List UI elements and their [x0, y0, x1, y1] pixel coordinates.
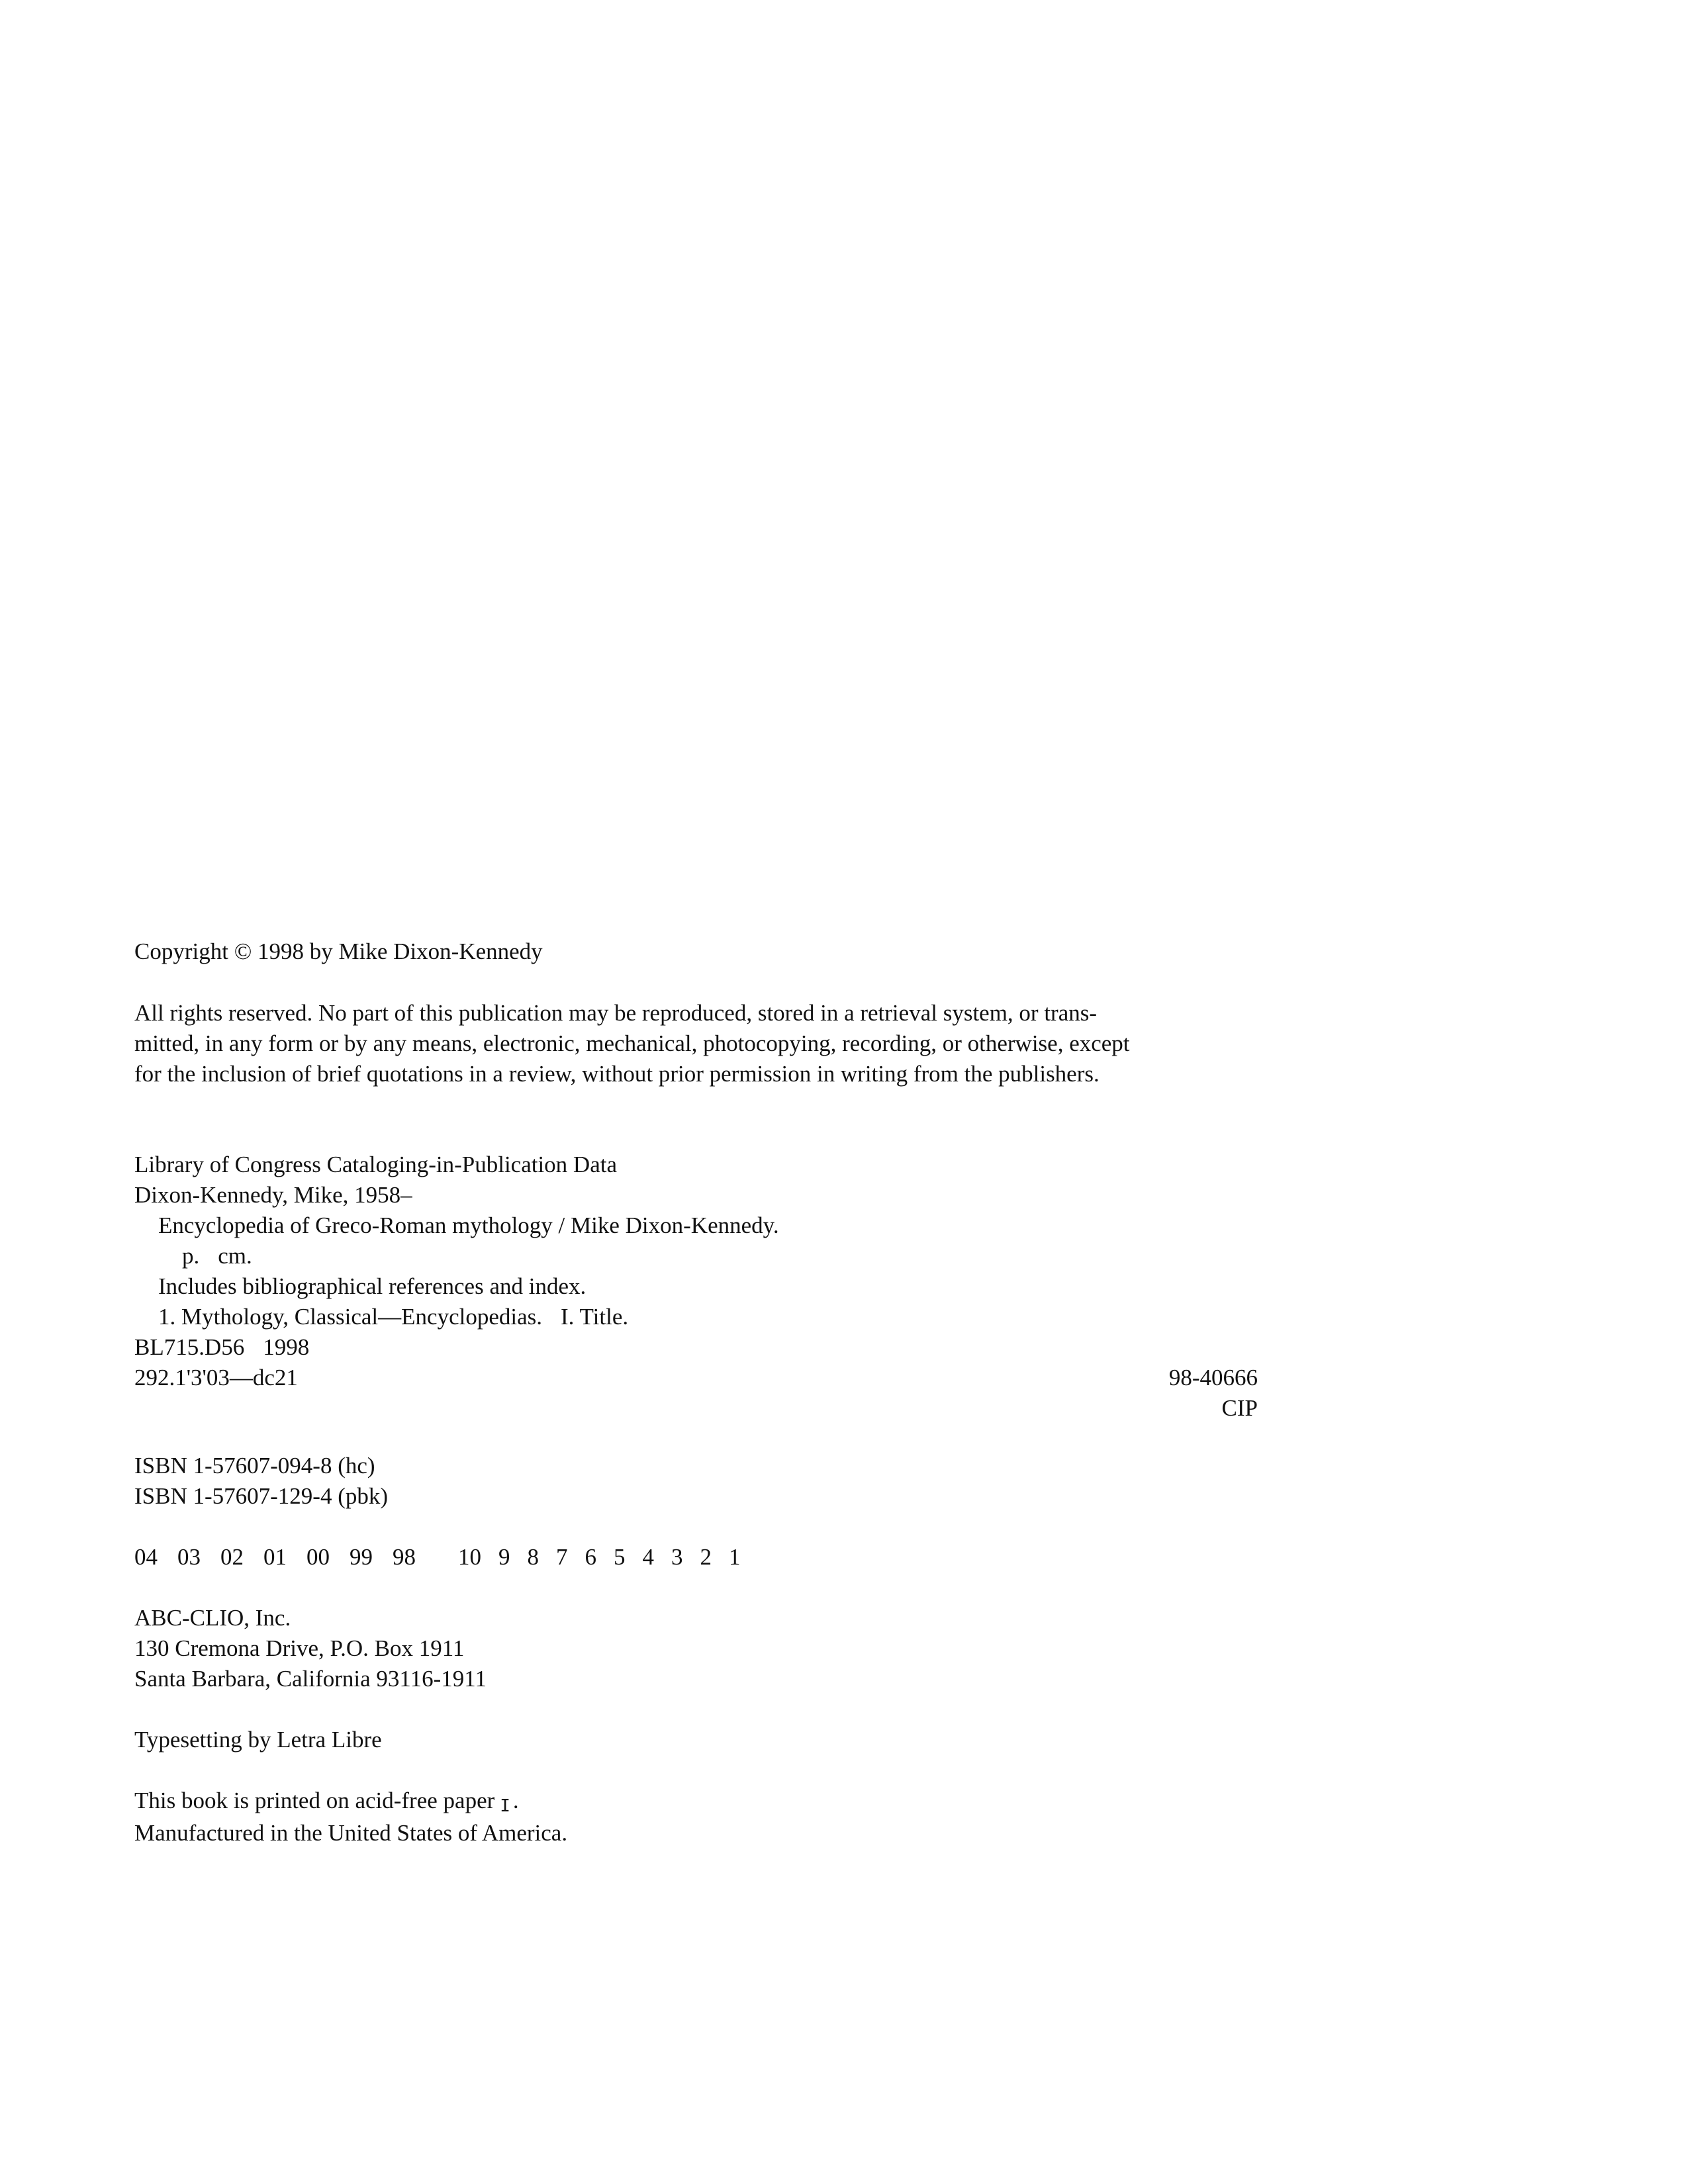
printing-sequence-0: 10 [458, 1544, 481, 1570]
printing-sequence-3: 7 [556, 1544, 568, 1570]
acid-free-line [134, 1786, 1260, 1818]
publisher-address-line-1: 130 Cremona Drive, P.O. Box 1911 [134, 1635, 465, 1661]
printing-year-1: 03 [177, 1544, 201, 1570]
cip-heading: Library of Congress Cataloging-in-Publication Data [134, 1152, 618, 1177]
publisher-address-line-2: Santa Barbara, California 93116-1911 [134, 1666, 487, 1692]
printing-sequence-8: 2 [700, 1544, 712, 1570]
copyright-line: Copyright © 1998 by Mike Dixon-Kennedy [134, 938, 543, 964]
printing-notice [134, 1786, 1260, 1848]
rights-line-2: mitted, in any form or by any means, electronic, mechanical, photocopying, recording, or otherwise, except [134, 1030, 1130, 1056]
cip-call-year: 1998 [263, 1334, 310, 1360]
cip-author: Dixon-Kennedy, Mike, 1958– [134, 1182, 412, 1208]
printing-sequence-6: 4 [642, 1544, 654, 1570]
printing-year-6: 98 [393, 1544, 416, 1570]
printing-sequence-4: 6 [585, 1544, 596, 1570]
cip-call-number: BL715.D56 [134, 1334, 245, 1360]
printing-year-5: 99 [350, 1544, 373, 1570]
cip-subjects [134, 1302, 1260, 1332]
typesetting-line: Typesetting by Letra Libre [134, 1727, 382, 1752]
printing-sequence-1: 9 [498, 1544, 510, 1570]
printing-sequence-7: 3 [671, 1544, 683, 1570]
rights-line-1: All rights reserved. No part of this publication may be reproduced, stored in a retrieval system, or trans- [134, 1000, 1098, 1026]
manufactured-line: Manufactured in the United States of America. [134, 1820, 568, 1846]
cip-pages-cm: cm. [218, 1243, 252, 1269]
printing-sequence-5: 5 [614, 1544, 626, 1570]
printing-numbers [134, 1542, 1260, 1572]
printing-year-2: 02 [220, 1544, 244, 1570]
printing-year-3: 01 [263, 1544, 287, 1570]
cip-includes: Includes bibliographical references and index. [158, 1273, 586, 1299]
acid-free-paper-icon: I [500, 1796, 510, 1816]
rights-statement [134, 998, 1260, 1089]
cip-pages-p: p. [182, 1243, 200, 1269]
cip-subject: Mythology, Classical—Encyclopedias. [181, 1304, 542, 1330]
cip-title: Encyclopedia of Greco-Roman mythology / Mike Dixon-Kennedy. [158, 1212, 779, 1238]
cip-title-entry: I. Title. [561, 1304, 629, 1330]
printing-year-0: 04 [134, 1544, 158, 1570]
printing-year-4: 00 [306, 1544, 330, 1570]
publisher-address [134, 1603, 1260, 1694]
printing-sequence-9: 1 [729, 1544, 741, 1570]
cip-dewey-line [134, 1363, 1258, 1393]
acid-free-period: . [512, 1788, 519, 1813]
printing-line [134, 1542, 1260, 1572]
printing-sequence-2: 8 [527, 1544, 539, 1570]
cip-subject-number: 1. [158, 1304, 176, 1330]
isbn-hardcover: ISBN 1-57607-094-8 (hc) [134, 1453, 375, 1479]
isbn-paperback: ISBN 1-57607-129-4 (pbk) [134, 1483, 389, 1509]
cataloging-in-publication-data [134, 1150, 1260, 1424]
cip-label: CIP [1221, 1395, 1258, 1421]
acid-free-text: This book is printed on acid-free paper [134, 1788, 495, 1813]
copyright-notice [134, 936, 1260, 967]
publisher-name: ABC-CLIO, Inc. [134, 1605, 291, 1631]
cip-call-number-line [134, 1332, 1260, 1363]
typesetting-credit [134, 1725, 1260, 1755]
isbn-block [134, 1451, 1260, 1512]
rights-line-3: for the inclusion of brief quotations in a review, without prior permission in writing from the publishers. [134, 1061, 1100, 1087]
cip-lccn: 98-40666 [1168, 1365, 1258, 1390]
cip-pages [134, 1241, 1260, 1271]
cip-dewey: 292.1'3'03—dc21 [134, 1365, 298, 1390]
